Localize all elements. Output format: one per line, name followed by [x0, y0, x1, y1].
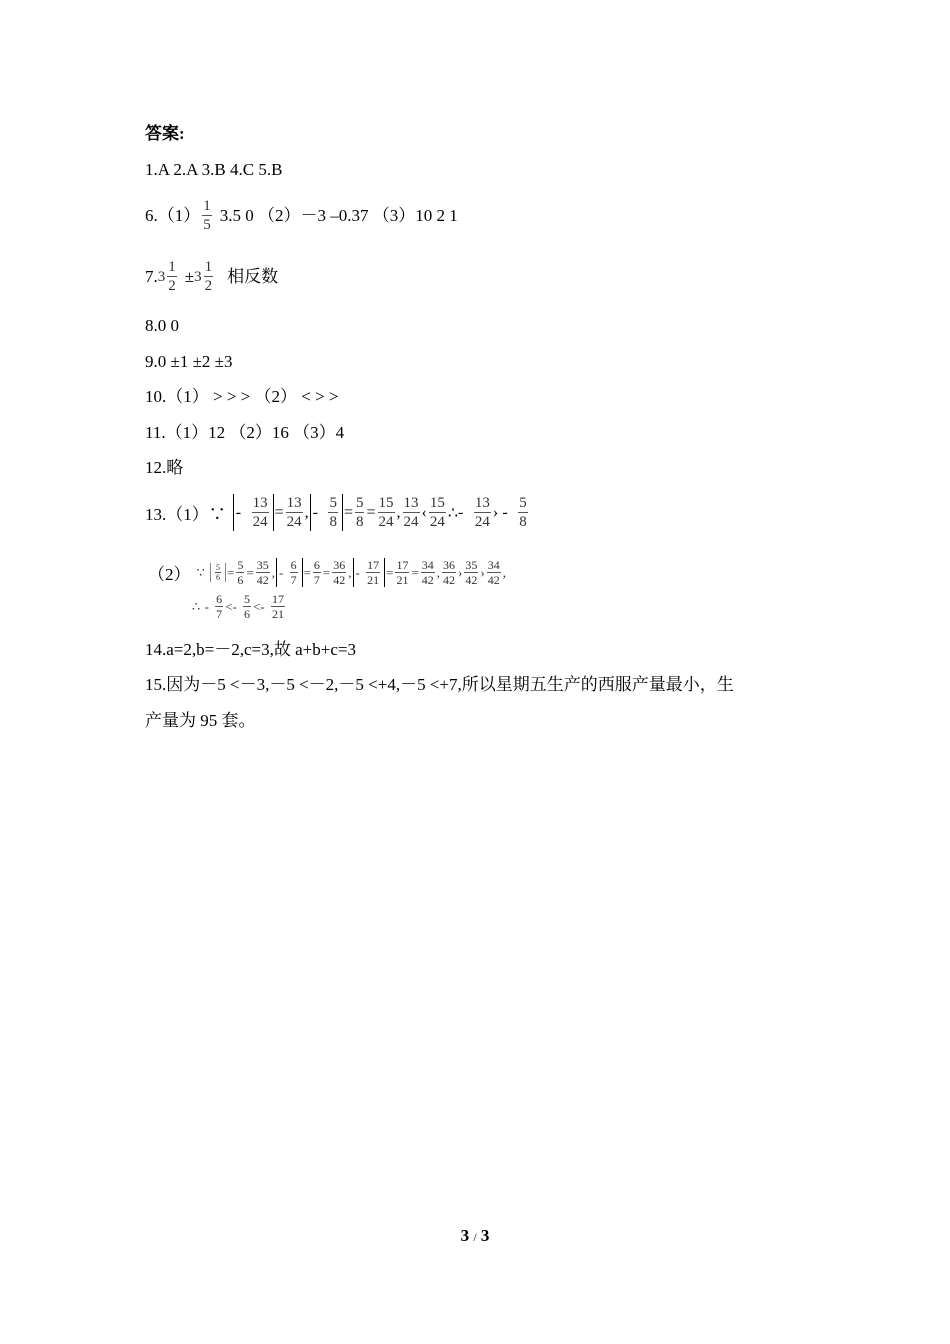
answer-line-6 — [145, 197, 458, 234]
answer-line-15b: 产量为 95 套。 — [145, 711, 256, 730]
answer-6-prefix: 6.（1） — [145, 205, 201, 225]
answer-line-1-5: 1.A 2.A 3.B 4.C 5.B — [145, 160, 283, 179]
answer-line-13-part1: 13.（1）∵ - $\frac{13}{24}$ = $\frac{13}{24}$ , - $\frac{5}{8}$ = $\frac{5}{8}$ = $\frac{15}{24}$ , $\frac{13}{24}$ ‹ $\frac{15}{24}$ ∴ - $\frac{13}{24}$ › - $\frac{5}{8}$ — [145, 495, 527, 530]
answer-line-13-part2: （2） ∵ $\frac{5}{6}$ = $\frac{5}{6}$ = $\frac{35}{42}$ , - $\frac{6}{7}$ = $\frac{6}{7}$ = $\frac{36}{42}$ , - $\frac{17}{21}$ = $\frac{17}{21}$ = $\frac{34}{42}$ , $\frac{36}{42}$ › $\frac{35}{42}$ › $\frac{34}{42}$ , — [148, 558, 506, 587]
answer-line-7: 7. 3 $\frac{1}{2}$ ± 3 $\frac{1}{2}$ 相反数 — [145, 259, 279, 294]
answer-line-11: 11.（1）12 （2）16 （3）4 — [145, 423, 345, 442]
abs-neg-5-8: - $\frac{5}{8}$ — [310, 494, 343, 531]
answer-line-12: 12.略 — [145, 458, 184, 477]
abs-neg-17-21: - $\frac{17}{21}$ — [353, 558, 386, 587]
abs-5-6-tiny: $\frac{5}{6}$ — [210, 563, 226, 582]
answer-line-9: 9.0 ±1 ±2 ±3 — [145, 352, 233, 371]
answer-6-rest: 3.5 0 （2）－3 –0.37 （3）10 2 1 — [219, 205, 458, 225]
answer-line-13-part2-conclusion: ∴ - $\frac{6}{7}$ <- $\frac{5}{6}$ <- $\frac{17}{21}$ — [192, 592, 284, 621]
answer-line-8: 8.0 0 — [145, 316, 179, 335]
answer-7-prefix: 7. — [145, 266, 158, 286]
fraction-one-fifth: $\frac{1}{5}$ — [203, 198, 211, 233]
mixed-number-pm-3-1-2: 3 $\frac{1}{2}$ — [194, 259, 213, 294]
abs-neg-13-24: - $\frac{13}{24}$ — [233, 494, 274, 531]
abs-neg-6-7: - $\frac{6}{7}$ — [276, 558, 303, 587]
answer-line-15a: 15.因为－5 <－3,－5 <－2,－5 <+4,－5 <+7,所以星期五生产的西服产量最小，生 — [145, 675, 734, 694]
page-number: 3 / 3 — [460, 1226, 490, 1245]
mixed-number-3-1-2: 3 $\frac{1}{2}$ — [157, 259, 176, 294]
answer-line-10: 10.（1） > > > （2） < > > — [145, 387, 339, 406]
answer-line-14: 14.a=2,b=－2,c=3,故 a+b+c=3 — [145, 640, 356, 659]
answers-heading: 答案: — [145, 124, 185, 143]
answer-7-suffix: 相反数 — [227, 266, 279, 286]
